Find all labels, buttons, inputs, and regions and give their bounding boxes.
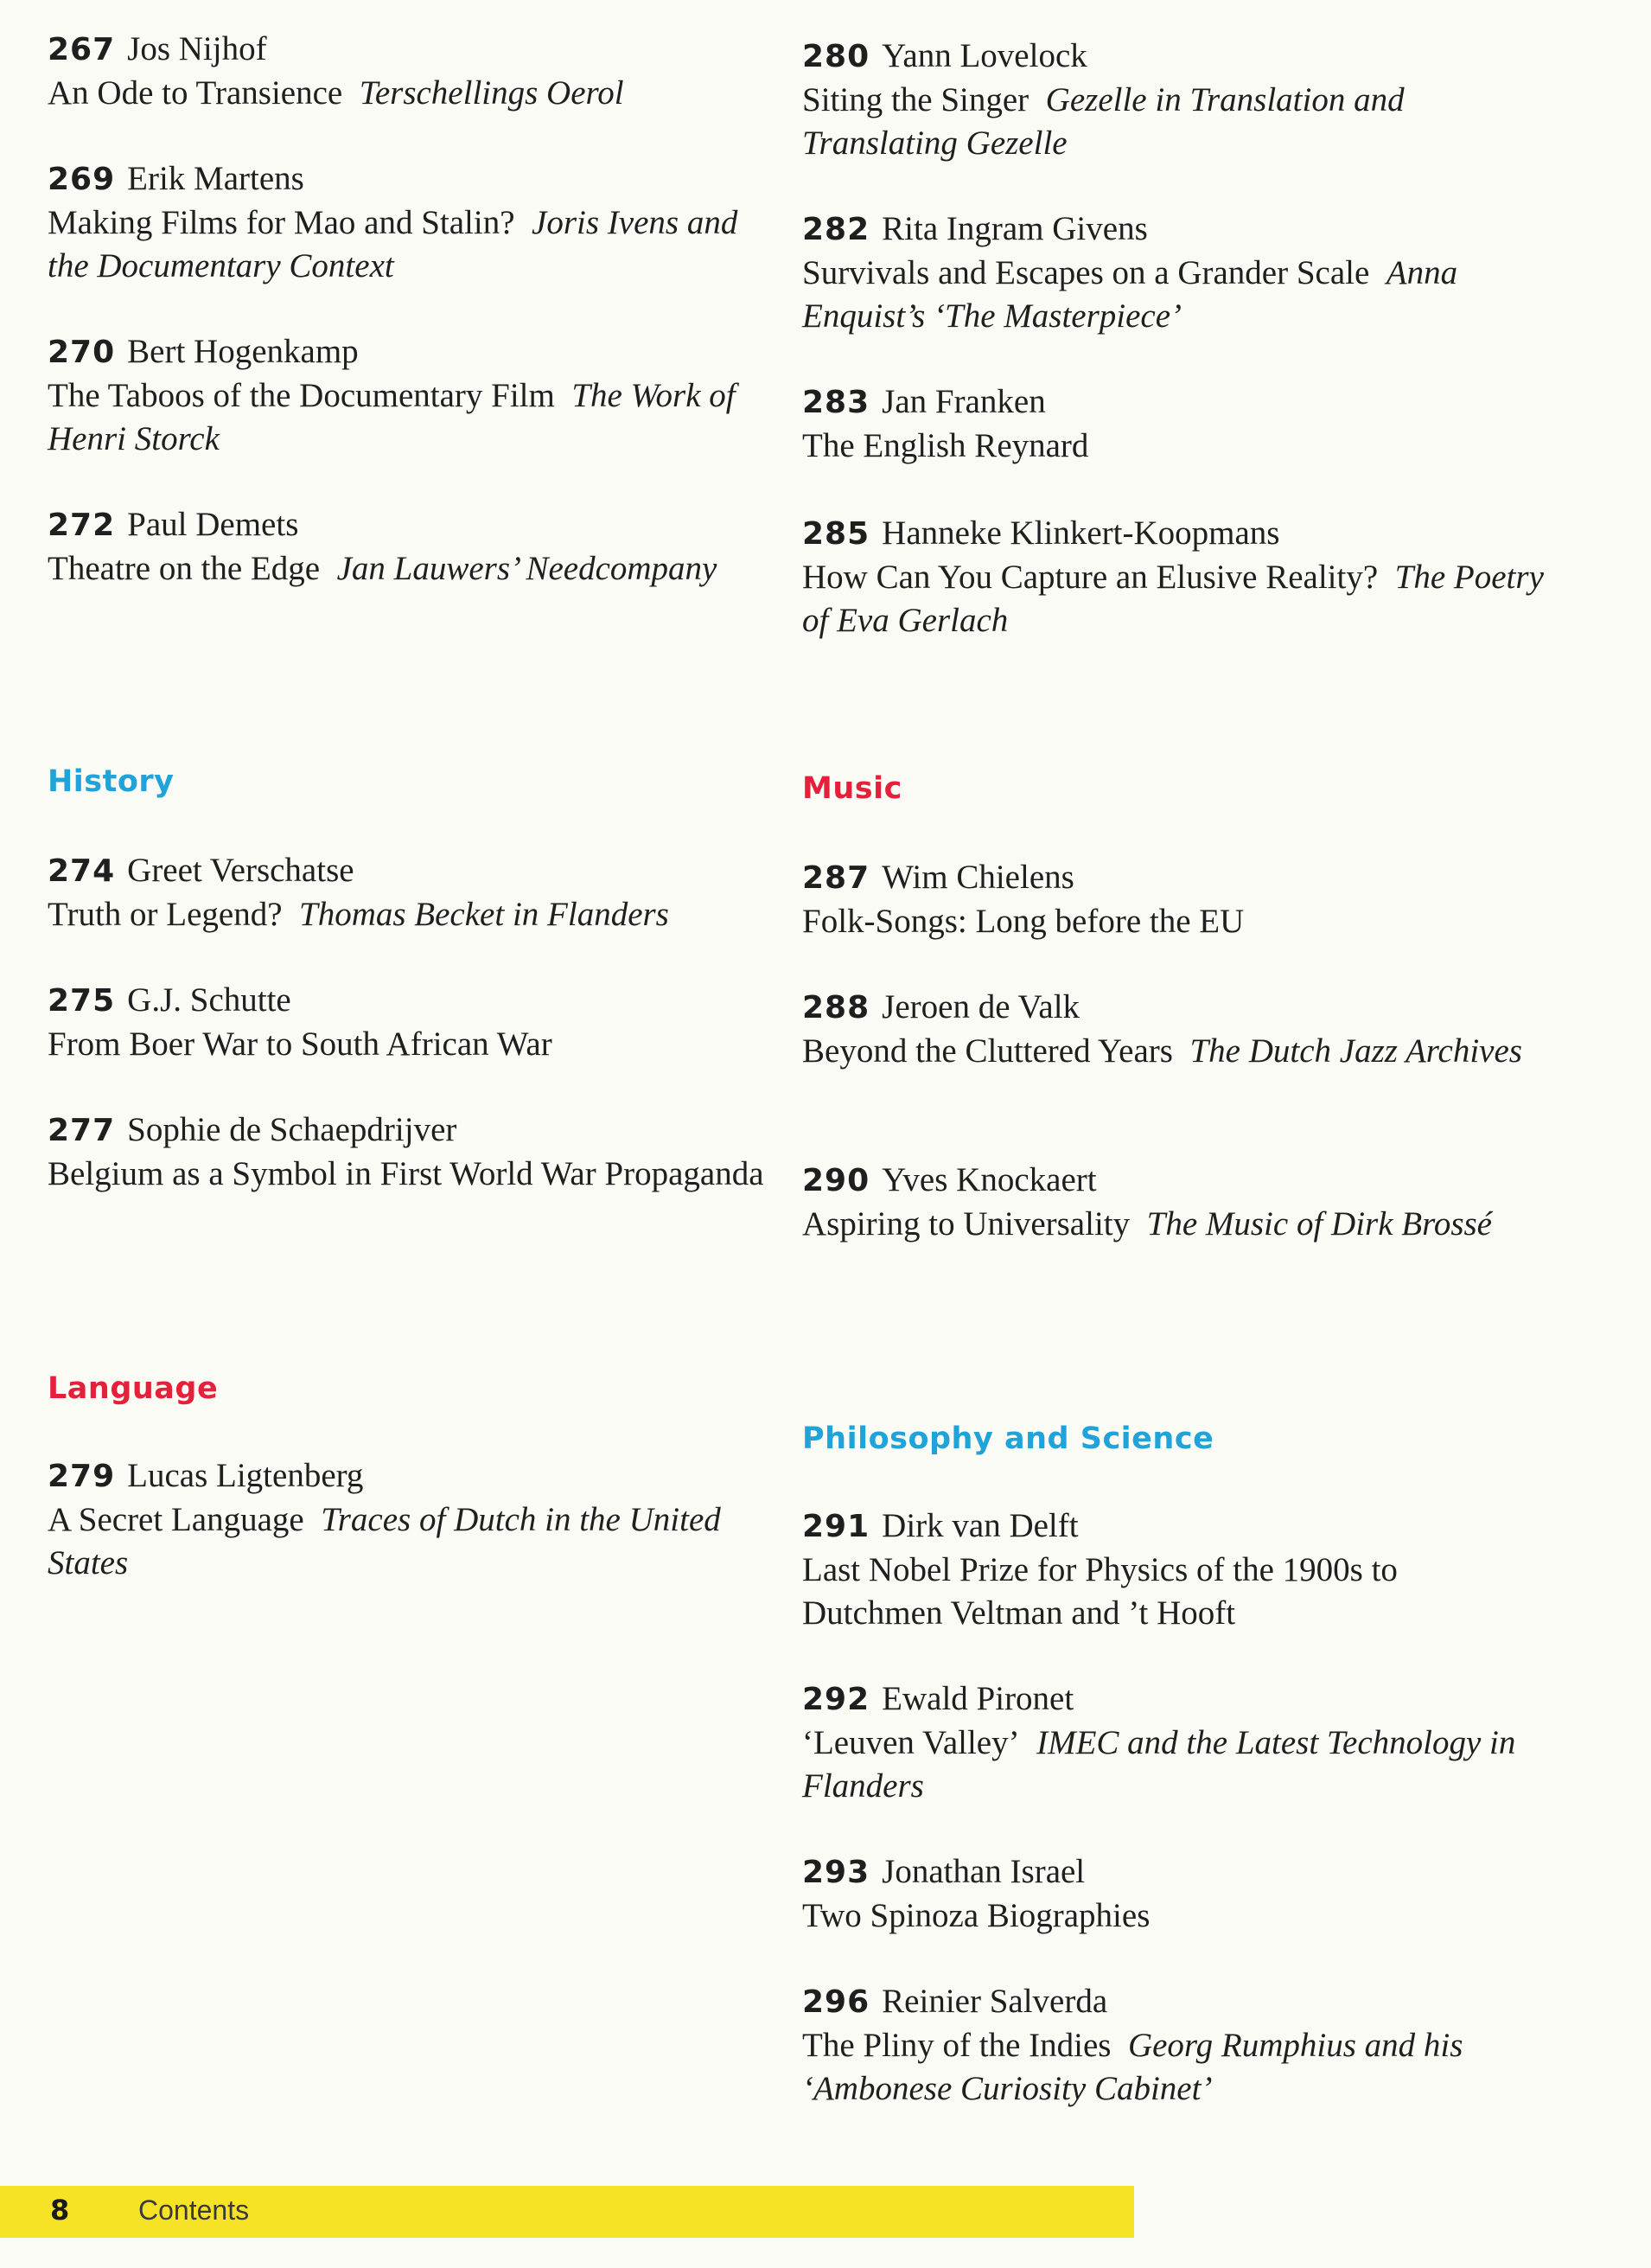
toc-entry-270[interactable]: [48, 330, 774, 461]
entry-title: An Ode to Transience: [48, 74, 343, 112]
entry-title: Siting the Singer: [802, 81, 1029, 118]
entry-title: The Taboos of the Documentary Film: [48, 377, 555, 414]
entry-subtitle: The Dutch Jazz Archives: [1189, 1032, 1522, 1070]
entry-page-number: 277: [48, 1113, 116, 1148]
entry-title: Theatre on the Edge: [48, 550, 321, 587]
entry-page-number: 275: [48, 983, 116, 1019]
entry-page-number: 272: [48, 508, 116, 543]
entry-page-number: 292: [802, 1682, 870, 1717]
toc-entry-283[interactable]: [802, 380, 1546, 468]
entry-subtitle: Georg Rumphius and his ‘Ambonese Curiosity Cabinet’: [802, 2027, 1463, 2107]
entry-author: Wim Chielens: [882, 859, 1074, 896]
toc-entry-285[interactable]: [802, 512, 1546, 642]
section-heading-philosophy-and-science: Philosophy and Science: [802, 1421, 1214, 1456]
entry-page-number: 270: [48, 335, 116, 370]
entry-page-number: 267: [48, 32, 116, 67]
entry-author: Rita Ingram Givens: [882, 210, 1148, 247]
footer-section-label: Contents: [138, 2195, 250, 2226]
toc-entry-275[interactable]: [48, 979, 774, 1066]
toc-entry-290[interactable]: [802, 1159, 1546, 1246]
entry-subtitle: The Music of Dirk Brossé: [1146, 1205, 1492, 1243]
entry-author: Bert Hogenkamp: [127, 333, 359, 370]
toc-entry-267[interactable]: [48, 28, 774, 115]
entry-subtitle: IMEC and the Latest Technology in Flanders: [802, 1724, 1516, 1805]
entry-page-number: 280: [802, 39, 870, 74]
toc-entry-282[interactable]: [802, 208, 1546, 338]
entry-title: The Pliny of the Indies: [802, 2027, 1112, 2064]
entry-author: Yves Knockaert: [882, 1161, 1097, 1198]
section-heading-music: Music: [802, 771, 902, 806]
entry-author: G.J. Schutte: [127, 981, 291, 1019]
entry-author: Lucas Ligtenberg: [127, 1457, 364, 1494]
entry-subtitle: Anna Enquist’s ‘The Masterpiece’: [802, 254, 1458, 335]
entry-title: From Boer War to South African War: [48, 1025, 552, 1063]
entry-page-number: 291: [802, 1509, 870, 1544]
entry-author: Ewald Pironet: [882, 1680, 1074, 1717]
toc-entry-291[interactable]: [802, 1505, 1546, 1635]
entry-title: A Secret Language: [48, 1501, 304, 1538]
footer-page-number: 8: [50, 2194, 70, 2226]
entry-title: Aspiring to Universality: [802, 1205, 1131, 1243]
entry-page-number: 296: [802, 1984, 870, 2020]
entry-title: Truth or Legend?: [48, 896, 283, 933]
entry-title: ‘Leuven Valley’: [802, 1724, 1020, 1761]
entry-page-number: 293: [802, 1855, 870, 1890]
toc-entry-277[interactable]: [48, 1108, 774, 1196]
entry-page-number: 290: [802, 1163, 870, 1198]
entry-author: Dirk van Delft: [882, 1507, 1079, 1544]
toc-entry-292[interactable]: [802, 1677, 1546, 1808]
toc-entry-274[interactable]: [48, 849, 774, 936]
toc-entry-288[interactable]: [802, 986, 1546, 1073]
entry-page-number: 285: [802, 516, 870, 552]
entry-page-number: 283: [802, 385, 870, 420]
entry-author: Yann Lovelock: [882, 37, 1087, 74]
entry-author: Jos Nijhof: [127, 30, 267, 67]
entry-author: Sophie de Schaepdrijver: [127, 1111, 457, 1148]
entry-author: Reinier Salverda: [882, 1983, 1108, 2020]
entry-page-number: 282: [802, 212, 870, 247]
entry-author: Hanneke Klinkert-Koopmans: [882, 514, 1280, 552]
entry-title: Survivals and Escapes on a Grander Scale: [802, 254, 1370, 291]
entry-author: Paul Demets: [127, 506, 299, 543]
entry-page-number: 287: [802, 860, 870, 896]
toc-entry-279[interactable]: [48, 1454, 774, 1585]
entry-title: Belgium as a Symbol in First World War Propaganda: [48, 1155, 764, 1192]
entry-author: Jan Franken: [882, 383, 1046, 420]
section-heading-language: Language: [48, 1371, 219, 1406]
toc-entry-293[interactable]: [802, 1850, 1546, 1938]
entry-author: Greet Verschatse: [127, 852, 354, 889]
entry-subtitle: Terschellings Oerol: [359, 74, 624, 112]
section-heading-history: History: [48, 764, 175, 799]
entry-subtitle: Joris Ivens and the Documentary Context: [48, 204, 738, 284]
entry-page-number: 279: [48, 1459, 116, 1494]
entry-page-number: 269: [48, 162, 116, 197]
entry-title: Folk-Songs: Long before the EU: [802, 903, 1245, 940]
entry-title: The English Reynard: [802, 427, 1089, 464]
entry-subtitle: The Poetry of Eva Gerlach: [802, 559, 1544, 639]
entry-subtitle: Gezelle in Translation and Translating Gezelle: [802, 81, 1405, 162]
toc-entry-287[interactable]: [802, 856, 1546, 943]
entry-subtitle: Traces of Dutch in the United States: [48, 1501, 721, 1581]
entry-subtitle: The Work of Henri Storck: [48, 377, 736, 457]
toc-entry-296[interactable]: [802, 1980, 1546, 2111]
entry-title: How Can You Capture an Elusive Reality?: [802, 559, 1379, 596]
entry-page-number: 274: [48, 853, 116, 889]
entry-title: Making Films for Mao and Stalin?: [48, 204, 515, 241]
entry-title: Two Spinoza Biographies: [802, 1897, 1151, 1934]
entry-title: Beyond the Cluttered Years: [802, 1032, 1173, 1070]
toc-entry-269[interactable]: [48, 157, 774, 288]
toc-entry-280[interactable]: [802, 35, 1546, 165]
entry-author: Jonathan Israel: [882, 1853, 1086, 1890]
entry-subtitle: Jan Lauwers’ Needcompany: [336, 550, 717, 587]
entry-page-number: 288: [802, 990, 870, 1025]
entry-author: Jeroen de Valk: [882, 988, 1080, 1025]
toc-entry-272[interactable]: [48, 503, 774, 591]
entry-subtitle: Thomas Becket in Flanders: [299, 896, 669, 933]
entry-author: Erik Martens: [127, 160, 304, 197]
entry-title: Last Nobel Prize for Physics of the 1900s to Dutchmen Veltman and ’t Hooft: [802, 1551, 1398, 1632]
